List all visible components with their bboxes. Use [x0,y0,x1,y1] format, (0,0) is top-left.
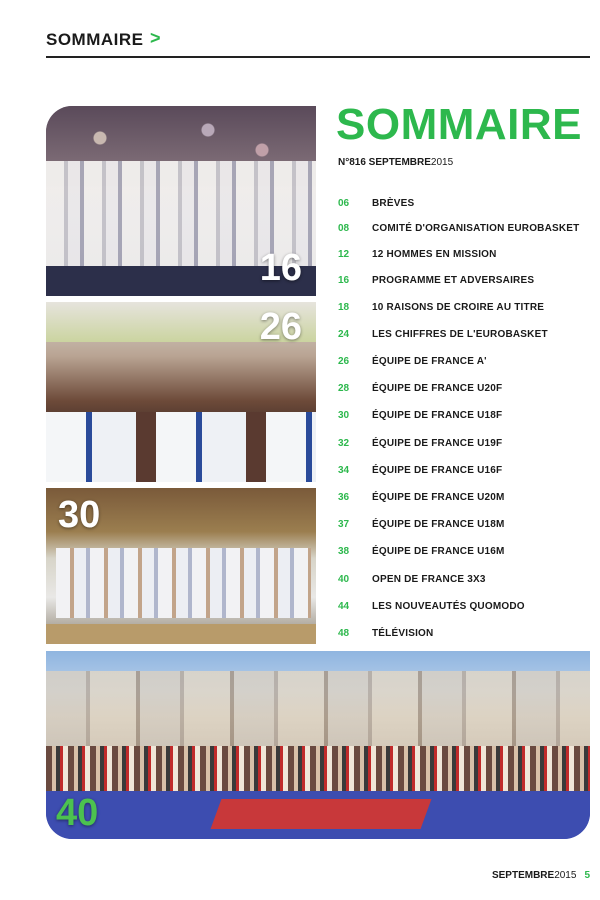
toc-page-number: 30 [338,410,350,421]
photo-men-team-huddle [46,106,316,296]
issue-info [338,157,453,168]
toc-label: PROGRAMME ET ADVERSAIRES [372,275,535,286]
toc-page-number: 36 [338,492,350,503]
toc-page-number: 37 [338,519,350,530]
toc-label: LES CHIFFRES DE L'EUROBASKET [372,329,548,340]
toc-label: ÉQUIPE DE FRANCE A' [372,356,487,367]
issue-year: 2015 [430,157,454,168]
toc-label: ÉQUIPE DE FRANCE U20F [372,383,503,394]
chevron-right-icon: > [150,28,161,48]
toc-page-number: 44 [338,601,350,612]
toc-label: ÉQUIPE DE FRANCE U20M [372,492,505,503]
toc-label: TÉLÉVISION [372,628,434,639]
toc-label: COMITÉ D'ORGANISATION EUROBASKET [372,223,580,234]
footer-year: 2015 [554,870,577,881]
toc-label: BRÈVES [372,198,415,209]
toc-page-number: 16 [338,275,350,286]
toc-label: ÉQUIPE DE FRANCE U16M [372,546,505,557]
toc-label: ÉQUIPE DE FRANCE U16F [372,465,503,476]
toc-page-number: 32 [338,438,350,449]
toc-page-number: 08 [338,223,350,234]
toc-page-number: 28 [338,383,350,394]
issue-number: N°816 SEPTEMBRE [338,157,431,168]
toc-page-number: 24 [338,329,350,340]
photo-team-celebration [46,302,316,482]
toc-page-number: 18 [338,302,350,313]
photo-players [46,412,316,482]
toc-label: ÉQUIPE DE FRANCE U19F [372,438,503,449]
toc-label: ÉQUIPE DE FRANCE U18M [372,519,505,530]
photo-crowd [46,746,590,796]
toc-page-number: 48 [338,628,350,639]
photo-page-badge: 26 [259,306,302,348]
toc-page-number: 40 [338,574,350,585]
photo-page-badge: 16 [259,247,302,289]
toc-page-number: 06 [338,198,350,209]
footer-month: SEPTEMBRE [491,870,555,881]
toc-label: 12 HOMMES EN MISSION [372,249,497,260]
section-title: SOMMAIRE [46,30,144,49]
toc-label: LES NOUVEAUTÉS QUOMODO [372,601,525,612]
photo-3x3-outdoor-game [46,651,590,839]
photo-page-badge: 40 [56,792,99,834]
toc-page-number: 34 [338,465,350,476]
toc-label: 10 RAISONS DE CROIRE AU TITRE [372,302,545,313]
toc-label: ÉQUIPE DE FRANCE U18F [372,410,503,421]
page-footer [492,870,590,881]
photo-court-zone [211,799,432,829]
section-header [46,28,590,58]
page-title: SOMMAIRE [336,100,582,149]
photo-page-badge: 30 [58,494,101,536]
toc-page-number: 26 [338,356,350,367]
photo-women-team-lineup [46,488,316,644]
page-number: 5 [584,870,590,881]
photo-floor [46,624,316,644]
toc-label: OPEN DE FRANCE 3X3 [372,574,486,585]
photo-players [56,548,311,618]
toc-page-number: 12 [338,249,350,260]
toc-page-number: 38 [338,546,350,557]
